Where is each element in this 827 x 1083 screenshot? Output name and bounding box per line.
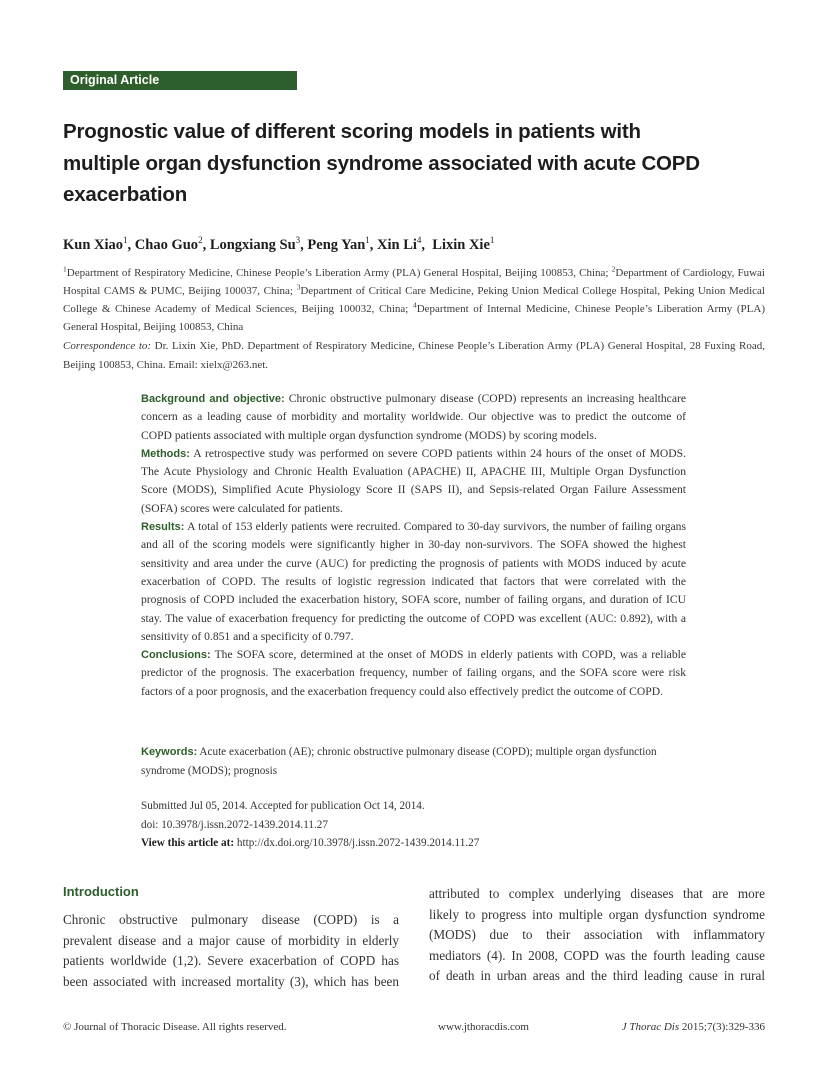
abstract-label: Conclusions: [141,649,211,662]
abstract-label: Results: [141,521,185,534]
text-line: patients worldwide (1,2). Severe exacerbation of COPD has [63,953,399,969]
author-name: Kun Xiao [63,236,124,253]
article-title [63,116,763,211]
affiliation-text: Department of Cardiology, Fuwai Hospital CAMS & PUMC, Beijing 100037, China; [63,267,765,297]
introduction-heading: Introduction [63,884,139,899]
author-affiliation-sup: 1 [123,235,128,245]
text-line: Chronic obstructive pulmonary disease (COPD) is a [63,912,399,927]
keywords-text: Acute exacerbation (AE); chronic obstructive pulmonary disease (COPD); multiple organ dysfunction syndrome (MODS); prognosis [141,746,657,777]
title-line: Prognostic value of different scoring models in patients with [63,120,641,143]
text-line: (MODS) due to their association with inflammatory [429,927,765,943]
author-affiliation-sup: 2 [198,235,203,245]
text-line: been associated with increased mortality (3), which has been [63,973,399,989]
abstract-methods [141,445,686,518]
affiliation-text: Department of Critical Care Medicine, Peking Union Medical College Hospital, Peking Union Medical College & Chinese Academy of Medical Sciences, Beijing 100032, China; [63,285,765,315]
text-line: attributed to complex underlying diseases that are more [429,886,765,901]
author-name: Peng Yan [307,236,366,253]
author-affiliation-sup: 3 [295,235,301,245]
correspondence-text: Dr. Lixin Xie, PhD. Department of Respiratory Medicine, Chinese People’s Liberation Army (PLA) General Hospital, 28 Fuxing Road, Beijing 100853, China. Email: xielx@263.net. [63,340,765,371]
text-line: likely to progress into multiple organ dysfunction syndrome [429,906,765,922]
view-article-line [141,834,686,853]
view-article-label: View this article at: [141,837,235,849]
abstract-results [141,518,686,646]
abstract [141,390,686,701]
intro-column-left [63,910,399,992]
journal-citation [622,1021,765,1033]
author-affiliation-sup: 1 [489,235,495,245]
abstract-background [141,390,686,445]
journal-website[interactable]: www.jthoracdis.com [438,1021,529,1033]
affiliation-sup: 2 [611,264,616,274]
affiliation-text: Department of Respiratory Medicine, Chinese People’s Liberation Army (PLA) General Hospital, Beijing 100853, China; [66,267,612,279]
doi: doi: 10.3978/j.issn.2072-1439.2014.11.27 [141,818,328,831]
text-line: prevalent disease and a major cause of morbidity in elderly [63,932,399,948]
article-type-badge: Original Article [63,71,297,90]
affiliation-sup: 3 [296,282,301,292]
copyright: © Journal of Thoracic Disease. All rights reserved. [63,1021,287,1033]
author-name: Chao Guo [134,236,199,253]
title-line: exacerbation [63,183,188,206]
keywords [141,743,686,781]
abstract-conclusions [141,646,686,701]
text-line: of death in urban areas and the third leading cause in rural [429,968,765,984]
abstract-label: Methods: [141,447,190,460]
affiliation-sup: 4 [412,300,417,310]
author-affiliation-sup: 4 [416,235,422,245]
page-footer [63,1021,765,1037]
correspondence [63,337,765,374]
affiliation-sup: 1 [63,264,67,274]
author-name: Xin Li [377,236,417,253]
abstract-text: Chronic obstructive pulmonary disease (COPD) represents an increasing healthcare concern as a leading cause of morbidity and mortality worldwide. Our objective was to predict the outcome of COPD patients associated with multiple organ dysfunction syndrome (MODS) by scoring models. [141,392,686,442]
author-affiliation-sup: 1 [365,235,370,245]
submission-dates: Submitted Jul 05, 2014. Accepted for publication Oct 14, 2014. [141,800,425,812]
submission-info [141,797,686,853]
citation-volume: 2015;7(3):329-336 [679,1021,765,1033]
affiliations [63,264,765,336]
journal-abbrev: J Thorac Dis [621,1021,680,1033]
intro-column-right [429,884,765,987]
abstract-label: Background and objective: [141,393,285,405]
author-list: Kun Xiao$^1$, Chao Guo$^2$, Longxiang Su$^3$, Peng Yan$^1$, Xin Li$^4$, Lixin Xie$^1$ [63,235,495,253]
title-line: multiple organ dysfunction syndrome associated with acute COPD [63,151,700,175]
abstract-text: The SOFA score, determined at the onset of MODS in elderly patients with COPD, was a reliable predictor of the prognosis. The exacerbation frequency, number of failing organs, and the SOFA score were risk factors of a poor prognosis, and the exacerbation frequency could also effectively predict the outcome of COPD. [141,648,686,698]
keywords-label: Keywords: [141,746,198,758]
view-article-link[interactable]: http://dx.doi.org/10.3978/j.issn.2072-1439.2014.11.27 [234,837,480,849]
abstract-text: A total of 153 elderly patients were recruited. Compared to 30-day survivors, the number of failing organs and all of the scoring models were significantly higher in 30-day non-survivors. The SOFA showed the highest sensitivity and area under the curve (AUC) for predicting the prognosis of patients with MODS induced by acute exacerbation of COPD. The results of logistic regression indicated that factors that were correlated with the prognosis of COPD included the exacerbation history, SOFA score, number of failing organs, and duration of ICU stay. The value of exacerbation frequency for predicting the outcome of COPD was excellent (AUC: 0.892), with a sensitivity of 0.851 and a specificity of 0.797. [141,520,686,643]
affiliation-text: Department of Internal Medicine, Chinese People’s Liberation Army (PLA) General Hospital, Beijing 100853, China [63,303,766,333]
abstract-text: A retrospective study was performed on severe COPD patients within 24 hours of the onset of MODS. The Acute Physiology and Chronic Health Evaluation (APACHE) II, APACHE III, Multiple Organ Dysfunction Score (MODS), Simplified Acute Physiology Score II (SAPS II), and Sepsis-related Organ Failure Assessment (SOFA) scores were calculated for patients. [141,446,686,515]
text-line: mediators (4). In 2008, COPD was the fourth leading cause [429,947,765,963]
correspondence-label: Correspondence to: [63,340,152,352]
author-name: Lixin Xie [432,236,490,253]
author-name: Longxiang Su [209,236,296,253]
